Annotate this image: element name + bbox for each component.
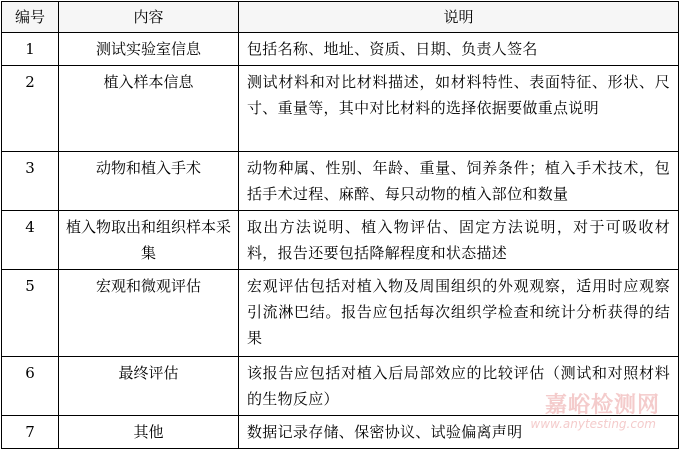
row-number: 4 [2,211,59,270]
row-description: 测试材料和对比材料描述，如材料特性、表面特征、形状、尺寸、重量等，其中对比材料的选择依据要做重点说明 [239,66,679,152]
table-row [2,416,679,449]
row-content: 最终评估 [59,357,239,416]
row-number: 3 [2,152,59,211]
row-number: 7 [2,416,59,449]
row-content: 动物和植入手术 [59,152,239,211]
row-content: 植入物取出和组织样本采集 [59,211,239,270]
table-header-row [2,2,679,33]
table-row [2,66,679,152]
row-description: 动物种属、性别、年龄、重量、饲养条件；植入手术技术，包括手术过程、麻醉、每只动物的植入部位和数量 [239,152,679,211]
table-row [2,270,679,357]
row-number: 5 [2,270,59,357]
header-number: 编号 [2,2,59,33]
row-description: 宏观评估包括对植入物及周围组织的外观观察，适用时应观察引流淋巴结。报告应包括每次组织学检查和统计分析获得的结果 [239,270,679,357]
report-content-table [1,1,679,449]
row-content: 植入样本信息 [59,66,239,152]
table-row [2,357,679,416]
watermark-url-text: www.anytesting.com [530,417,656,431]
row-number: 2 [2,66,59,152]
header-description: 说明 [239,2,679,33]
row-description: 该报告应包括对植入后局部效应的比较评估（测试和对照材料的生物反应） [239,357,679,416]
row-description: 包括名称、地址、资质、日期、负责人签名 [239,33,679,66]
row-content: 宏观和微观评估 [59,270,239,357]
row-content: 测试实验室信息 [59,33,239,66]
header-content: 内容 [59,2,239,33]
row-number: 6 [2,357,59,416]
watermark-brand-text: 嘉峪检测网 [544,393,660,418]
row-content: 其他 [59,416,239,449]
row-description: 取出方法说明、植入物评估、固定方法说明，对于可吸收材料，报告还要包括降解程度和状态描述 [239,211,679,270]
row-description: 数据记录存储、保密协议、试验偏离声明 [239,416,679,449]
row-number: 1 [2,33,59,66]
table-row [2,211,679,270]
table-row [2,33,679,66]
requirements-table [1,1,678,446]
table-row [2,152,679,211]
